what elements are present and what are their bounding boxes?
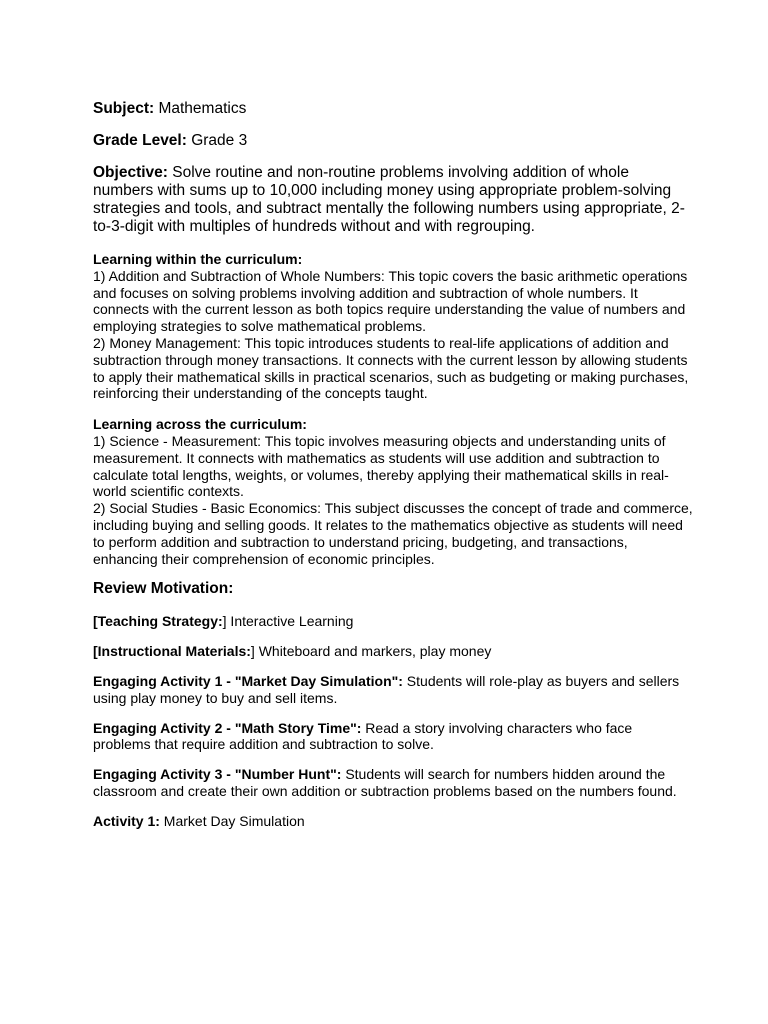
learning-across-item-2: 2) Social Studies - Basic Economics: This subject discusses the concept of trade and commerce, including buying and selling goods. It relates to the mathematics objective as students will need to perform addition and subtraction to understand pricing, budgeting, and transactions, enhancing their comprehension of economic principles. — [93, 500, 693, 567]
engaging-activity-2-text: Read a story involving characters who face problems that require addition and subtraction to solve. — [93, 719, 633, 753]
teaching-strategy-label: [Teaching Strategy: — [93, 613, 223, 630]
subject-value: Mathematics — [154, 100, 247, 117]
teaching-strategy-line — [93, 613, 693, 630]
objective-paragraph — [93, 164, 693, 236]
instructional-materials-value: ] Whiteboard and markers, play money — [250, 643, 492, 660]
grade-level-label: Grade Level: — [93, 132, 187, 149]
activity-1-value: Market Day Simulation — [159, 812, 305, 829]
learning-across-heading: Learning across the curriculum: — [93, 416, 307, 433]
learning-across-section — [93, 416, 693, 567]
objective-label: Objective: — [93, 164, 168, 181]
document-page — [93, 100, 693, 830]
teaching-strategy-value: ] Interactive Learning — [222, 613, 354, 630]
grade-level-line — [93, 132, 693, 150]
activity-1-line — [93, 813, 693, 830]
learning-within-item-1: 1) Addition and Subtraction of Whole Numbers: This topic covers the basic arithmetic operations and focuses on solving problems involving addition and subtraction of whole numbers. It connects with the current lesson as both topics require understanding the value of numbers and employing strategies to solve mathematical problems. — [93, 267, 688, 335]
engaging-activity-3 — [93, 766, 693, 800]
engaging-activity-1-label: Engaging Activity 1 - "Market Day Simulation": — [93, 672, 403, 689]
subject-line — [93, 100, 693, 118]
instructional-materials-label: [Instructional Materials: — [93, 643, 251, 660]
instructional-materials-line — [93, 643, 693, 660]
grade-level-value: Grade 3 — [186, 132, 248, 149]
learning-within-item-2: 2) Money Management: This topic introduces students to real-life applications of addition and subtraction through money transactions. It connects with the current lesson by allowing students to apply their mathematical skills in practical scenarios, such as budgeting or making purchases, reinforcing their understanding of the concepts taught. — [93, 334, 689, 402]
engaging-activity-1-text: Students will role-play as buyers and sellers using play money to buy and sell items. — [93, 672, 680, 706]
learning-across-item-1: 1) Science - Measurement: This topic involves measuring objects and understanding units of measurement. It connects with mathematics as students will use addition and subtraction to calculate total lengths, weights, or volumes, thereby applying their mathematical skills in real-world scientific contexts. — [93, 432, 669, 500]
engaging-activity-3-text: Students will search for numbers hidden around the classroom and create their own addition or subtraction problems based on the numbers found. — [93, 766, 677, 799]
subject-label: Subject: — [93, 100, 155, 117]
engaging-activity-2 — [93, 720, 693, 754]
engaging-activity-2-label: Engaging Activity 2 - "Math Story Time": — [93, 719, 362, 736]
engaging-activity-3-label: Engaging Activity 3 - "Number Hunt": — [93, 766, 342, 783]
learning-within-heading: Learning within the curriculum: — [93, 251, 303, 267]
learning-within-section — [93, 251, 693, 402]
review-motivation-heading — [93, 580, 693, 598]
objective-text: Solve routine and non-routine problems involving addition of whole numbers with sums up to 10,000 including money using appropriate problem-solving strategies and tools, and subtract mentally the following numbers using appropriate, 2-to-3-digit with multiples of hundreds without and with regrouping. — [93, 164, 685, 235]
activity-1-label: Activity 1: — [93, 812, 160, 829]
engaging-activity-1 — [93, 673, 693, 707]
review-motivation-label: Review Motivation: — [93, 580, 234, 598]
